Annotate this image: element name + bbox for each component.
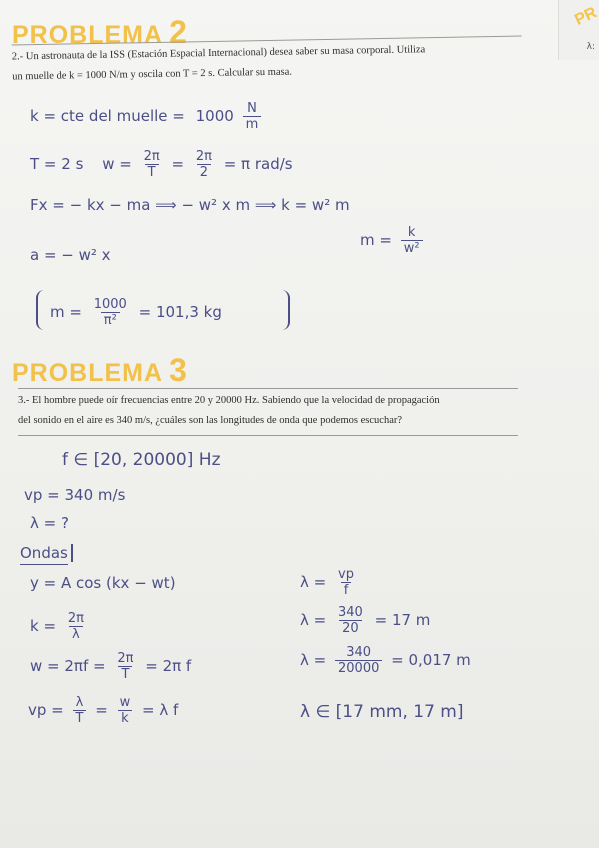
problem-2-number: 2 xyxy=(169,14,188,50)
mass-formula xyxy=(360,226,427,255)
w-fraction-2-num: 2π xyxy=(195,149,212,164)
wave-number-den: λ xyxy=(69,626,83,641)
problem-2-heading-text: PROBLEMA xyxy=(12,21,164,49)
lambda-formula-den: f xyxy=(341,582,352,597)
mass-formula-label: m = xyxy=(360,231,392,249)
speed-relation-fraction-1 xyxy=(73,696,87,725)
k-value: 1000 xyxy=(195,107,234,125)
lambda-max-line xyxy=(300,606,430,635)
k-unit-num: N xyxy=(247,101,257,116)
problem-3-statement-line-1: 3.- El hombre puede oír frecuencias entre 20 y 20000 Hz. Sabiendo que la velocidad de propagación xyxy=(18,395,440,406)
mass-formula-num: k xyxy=(407,225,416,240)
angular-freq-num-3: 2π xyxy=(117,651,134,666)
w-fraction-1 xyxy=(141,150,163,179)
period-value: T = 2 s xyxy=(30,155,84,173)
speed-relation-result: = λ f xyxy=(142,701,179,719)
force-equation-line: Fx = − kx − ma ⟹ − w² x m ⟹ k = w² m xyxy=(30,196,350,214)
speed-relation-fraction-2 xyxy=(117,696,134,725)
angular-freq-result-3: = 2π f xyxy=(145,657,192,675)
wave-number-num: 2π xyxy=(67,611,84,626)
angular-freq-fraction-3 xyxy=(114,652,136,681)
wave-number-fraction xyxy=(65,612,87,641)
wave-number-line xyxy=(30,612,91,641)
lambda-min-den: 20000 xyxy=(335,660,382,675)
spring-constant-line xyxy=(30,102,265,131)
angular-freq-line-3 xyxy=(30,652,191,681)
wavelength-range-result: λ ∈ [17 mm, 17 m] xyxy=(300,702,464,722)
speed-relation-line xyxy=(28,696,178,725)
lambda-min-label: λ = xyxy=(300,651,327,669)
problem-2-statement-line-1: 2.- Un astronauta de la ISS (Estación Espacial Internacional) desea saber su masa corporal. Utiliza xyxy=(11,44,426,63)
lambda-formula-label: λ = xyxy=(300,573,327,591)
k-unit-fraction xyxy=(243,102,262,131)
speed-relation-num-2: w xyxy=(119,695,131,710)
wavelength-question: λ = ? xyxy=(30,514,69,532)
problem-3-number: 3 xyxy=(169,352,188,388)
lambda-formula-num: vp xyxy=(338,567,354,582)
problem-2-statement xyxy=(12,36,523,88)
propagation-speed: vp = 340 m/s xyxy=(24,486,126,504)
ondas-section-title xyxy=(20,544,73,562)
mass-formula-fraction xyxy=(401,226,423,255)
next-page-corner xyxy=(558,0,599,60)
mass-result-label: m = xyxy=(50,303,82,321)
problem-3-heading-text: PROBLEMA xyxy=(12,359,164,387)
speed-relation-equals: = xyxy=(95,701,108,719)
ondas-bar xyxy=(71,544,73,562)
speed-relation-den-1: T xyxy=(73,710,87,725)
ondas-label: Ondas xyxy=(20,544,68,565)
corner-heading-fragment: PR xyxy=(572,4,599,29)
problem-3-statement-line-2: del sonido en el aire es 340 m/s, ¿cuáles son las longitudes de onda que podemos escuchar? xyxy=(18,415,403,426)
w-equals: = xyxy=(171,155,185,173)
acceleration-line: a = − w² x xyxy=(30,246,111,264)
lambda-formula-fraction xyxy=(335,568,357,597)
mass-result xyxy=(50,298,222,327)
w-label: w = xyxy=(102,155,132,173)
angular-freq-label-3: w = 2πf = xyxy=(30,657,106,675)
angular-freq-den-3: T xyxy=(118,666,132,681)
lambda-formula xyxy=(300,568,361,597)
w-fraction-1-den: T xyxy=(145,164,159,179)
w-fraction-1-num: 2π xyxy=(143,149,160,164)
w-fraction-2-den: 2 xyxy=(197,164,211,179)
mass-formula-den: w² xyxy=(401,240,423,255)
problem-2-statement-line-2: un muelle de k = 1000 N/m y oscila con T = 2 s. Calcular su masa. xyxy=(12,66,293,83)
lambda-max-result: = 17 m xyxy=(374,611,431,629)
lambda-min-result: = 0,017 m xyxy=(391,651,471,669)
problem-3-statement xyxy=(18,388,518,431)
wave-number-label: k = xyxy=(30,617,57,635)
mass-result-num: 1000 xyxy=(93,297,127,312)
mass-result-den: π² xyxy=(101,312,120,327)
problem-3-heading xyxy=(12,352,188,389)
k-definition: k = cte del muelle = xyxy=(30,107,185,125)
speed-relation-num-1: λ xyxy=(75,695,84,710)
lambda-max-num: 340 xyxy=(338,605,363,620)
lambda-min-num: 340 xyxy=(346,645,372,660)
mass-result-value: = 101,3 kg xyxy=(138,303,222,321)
corner-note: λ: xyxy=(586,42,595,52)
lambda-min-fraction xyxy=(335,646,382,675)
lambda-max-label: λ = xyxy=(300,611,327,629)
speed-relation-label: vp = xyxy=(28,701,64,719)
k-unit-den: m xyxy=(243,116,262,131)
w-fraction-2 xyxy=(193,150,215,179)
wave-equation: y = A cos (kx − wt) xyxy=(30,574,176,592)
lambda-max-fraction xyxy=(335,606,366,635)
angular-frequency-line xyxy=(30,150,293,179)
lambda-max-den: 20 xyxy=(339,620,362,635)
lambda-min-line xyxy=(300,646,471,675)
mass-result-fraction xyxy=(91,298,130,327)
w-result: = π rad/s xyxy=(223,155,293,173)
speed-relation-den-2: k xyxy=(118,710,132,725)
frequency-range: f ∈ [20, 20000] Hz xyxy=(62,450,221,470)
